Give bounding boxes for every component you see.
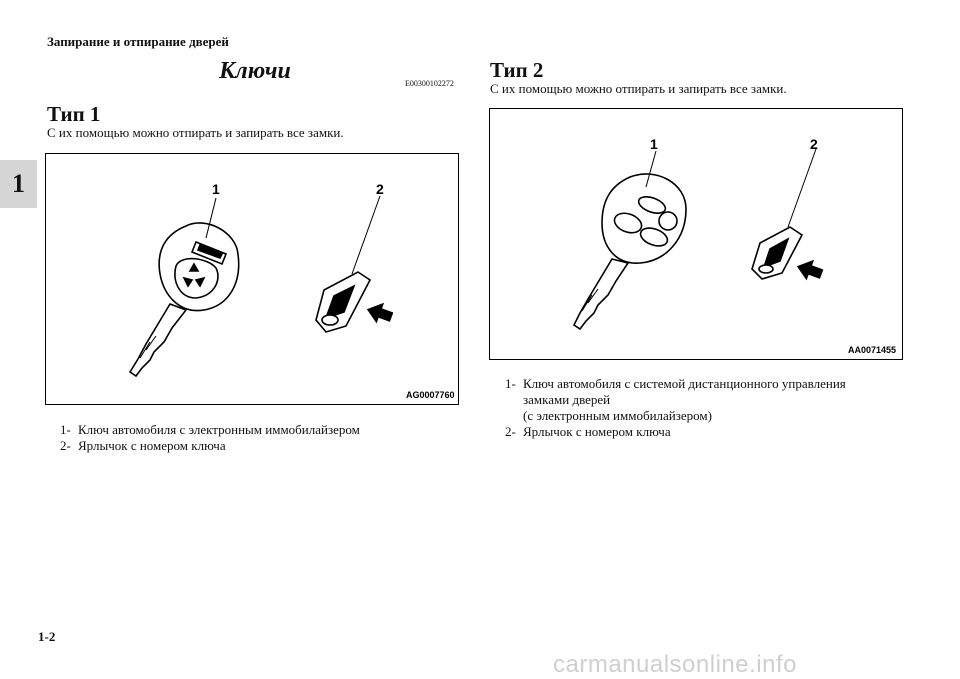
type1-key-illustration <box>46 154 458 404</box>
type1-heading: Тип 1 <box>47 102 101 126</box>
type1-callout-1: 1 <box>212 181 220 197</box>
type2-heading: Тип 2 <box>490 58 544 82</box>
legend-item: 2- Ярлычок с номером ключа <box>60 438 226 453</box>
type2-callout-1: 1 <box>650 136 658 152</box>
type2-legend <box>505 376 905 440</box>
type2-callout-2: 2 <box>810 136 818 152</box>
arrow-icon <box>793 255 825 285</box>
type1-description: С их помощью можно отпирать и запирать все замки. <box>47 125 344 140</box>
type1-callout-2: 2 <box>376 181 384 197</box>
type1-figure-code: AG0007760 <box>406 390 455 400</box>
key-number-tag <box>316 272 370 332</box>
section-code: E00300102272 <box>405 79 454 88</box>
watermark: carmanualsonline.info <box>553 651 797 678</box>
type2-key-illustration <box>490 109 902 359</box>
remote-key <box>574 174 686 329</box>
running-header: Запирание и отпирание дверей <box>47 34 229 49</box>
type2-figure-code: AA0071455 <box>848 345 897 355</box>
section-title: Ключи <box>219 58 291 84</box>
page-number: 1-2 <box>38 629 56 644</box>
chapter-tab: 1 <box>0 160 37 208</box>
legend-item: 1- Ключ автомобиля с электронным иммобилайзером <box>60 422 360 437</box>
type2-figure <box>489 108 903 360</box>
legend-item: 2- Ярлычок с номером ключа <box>505 424 671 439</box>
arrow-icon <box>363 298 395 328</box>
legend-item: 1- Ключ автомобиля с системой дистанционного управления замками дверей (с электронным иммобилайзером) <box>505 376 846 423</box>
type1-figure <box>45 153 459 405</box>
immobilizer-key <box>130 223 239 376</box>
type1-legend <box>60 422 450 454</box>
key-number-tag <box>752 227 802 279</box>
type2-description: С их помощью можно отпирать и запирать все замки. <box>490 81 787 96</box>
